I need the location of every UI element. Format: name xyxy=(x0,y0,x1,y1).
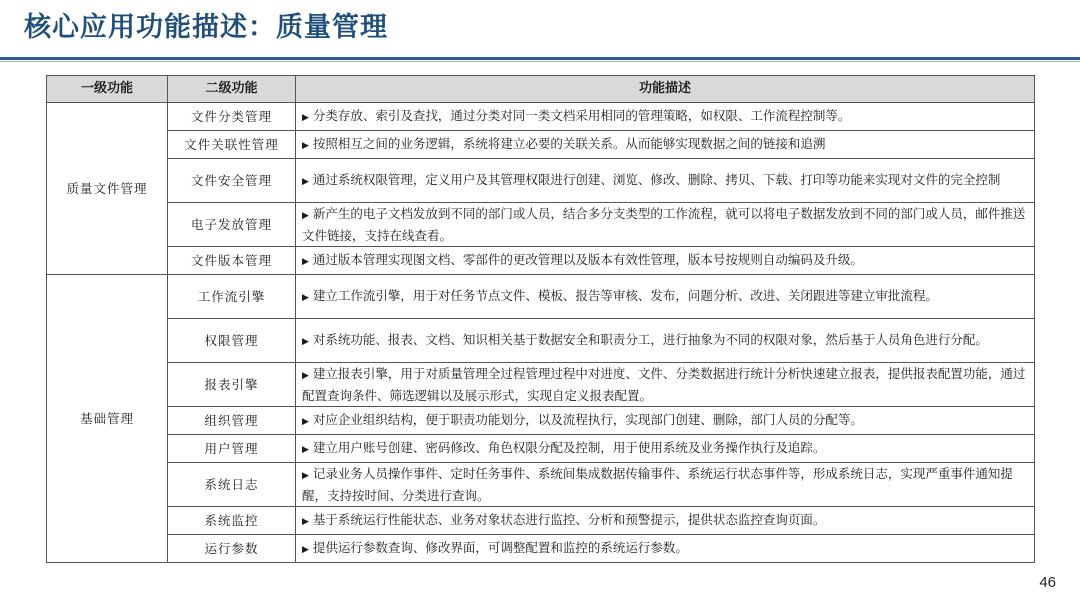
page-title: 核心应用功能描述：质量管理 xyxy=(24,12,388,43)
sub-function: 文件分类管理 xyxy=(168,103,296,131)
sub-function: 文件安全管理 xyxy=(168,159,296,203)
sub-function: 系统日志 xyxy=(168,463,296,507)
bullet-icon: ▶ xyxy=(302,370,309,381)
sub-function: 权限管理 xyxy=(168,319,296,363)
sub-function: 系统监控 xyxy=(168,507,296,535)
table-row xyxy=(47,319,1035,363)
table-row xyxy=(47,131,1035,159)
function-description: ▶ 提供运行参数查询、修改界面，可调整配置和监控的系统运行参数。 xyxy=(296,535,1035,563)
sub-function: 组织管理 xyxy=(168,407,296,435)
sub-function: 文件版本管理 xyxy=(168,247,296,275)
table-row xyxy=(47,407,1035,435)
function-description: ▶ 建立报表引擎，用于对质量管理全过程管理过程中对进度、文件、分类数据进行统计分析快速建立报表，提供报表配置功能，通过配置查询条件、筛选逻辑以及展示形式，实现自定义报表配置。 xyxy=(296,363,1035,407)
header-description: 功能描述 xyxy=(296,76,1035,103)
function-description: ▶ 分类存放、索引及查找，通过分类对同一类文档采用相同的管理策略，如权限、工作流程控制等。 xyxy=(296,103,1035,131)
table-row xyxy=(47,435,1035,463)
table-header-row xyxy=(47,76,1035,103)
sub-function: 用户管理 xyxy=(168,435,296,463)
table-row xyxy=(47,203,1035,247)
table-row xyxy=(47,159,1035,203)
bullet-icon: ▶ xyxy=(302,112,309,123)
group-label: 质量文件管理 xyxy=(47,103,168,275)
bullet-icon: ▶ xyxy=(302,516,309,527)
bullet-icon: ▶ xyxy=(302,336,309,347)
function-description: ▶ 对应企业组织结构，便于职责功能划分，以及流程执行，实现部门创建、删除，部门人员的分配等。 xyxy=(296,407,1035,435)
group-label: 基础管理 xyxy=(47,275,168,563)
title-divider xyxy=(0,57,1080,60)
table-row xyxy=(47,247,1035,275)
bullet-icon: ▶ xyxy=(302,176,309,187)
function-description: ▶ 对系统功能、报表、文档、知识相关基于数据安全和职责分工，进行抽象为不同的权限对象，然后基于人员角色进行分配。 xyxy=(296,319,1035,363)
sub-function: 运行参数 xyxy=(168,535,296,563)
bullet-icon: ▶ xyxy=(302,470,309,481)
table-row xyxy=(47,535,1035,563)
sub-function: 工作流引擎 xyxy=(168,275,296,319)
bullet-icon: ▶ xyxy=(302,416,309,427)
table-row xyxy=(47,103,1035,131)
sub-function: 文件关联性管理 xyxy=(168,131,296,159)
header-level1: 一级功能 xyxy=(47,76,168,103)
function-description: ▶ 建立工作流引擎，用于对任务节点文件、模板、报告等审核、发布，问题分析、改进、关闭跟进等建立审批流程。 xyxy=(296,275,1035,319)
function-description: ▶ 新产生的电子文档发放到不同的部门或人员，结合多分支类型的工作流程，就可以将电子数据发放到不同的部门或人员，邮件推送文件链接，支持在线查看。 xyxy=(296,203,1035,247)
table-row xyxy=(47,463,1035,507)
bullet-icon: ▶ xyxy=(302,140,309,151)
function-description: ▶ 通过系统权限管理，定义用户及其管理权限进行创建、浏览、修改、删除、拷贝、下载、打印等功能来实现对文件的完全控制 xyxy=(296,159,1035,203)
sub-function: 报表引擎 xyxy=(168,363,296,407)
header-level2: 二级功能 xyxy=(168,76,296,103)
page-number: 46 xyxy=(1039,574,1056,591)
table-row xyxy=(47,507,1035,535)
table-row xyxy=(47,363,1035,407)
function-description: ▶ 建立用户账号创建、密码修改、角色权限分配及控制，用于使用系统及业务操作执行及追踪。 xyxy=(296,435,1035,463)
bullet-icon: ▶ xyxy=(302,256,309,267)
table-row xyxy=(47,275,1035,319)
function-description: ▶ 记录业务人员操作事件、定时任务事件、系统间集成数据传输事件、系统运行状态事件等，形成系统日志，实现严重事件通知提醒，支持按时间、分类进行查询。 xyxy=(296,463,1035,507)
bullet-icon: ▶ xyxy=(302,544,309,555)
function-description: ▶ 按照相互之间的业务逻辑，系统将建立必要的关联关系。从而能够实现数据之间的链接和追溯 xyxy=(296,131,1035,159)
function-table xyxy=(46,75,1035,563)
bullet-icon: ▶ xyxy=(302,292,309,303)
function-description: ▶ 通过版本管理实现图文档、零部件的更改管理以及版本有效性管理，版本号按规则自动编码及升级。 xyxy=(296,247,1035,275)
bullet-icon: ▶ xyxy=(302,210,309,221)
sub-function: 电子发放管理 xyxy=(168,203,296,247)
title-divider-thin xyxy=(0,61,1080,62)
bullet-icon: ▶ xyxy=(302,444,309,455)
function-description: ▶ 基于系统运行性能状态、业务对象状态进行监控、分析和预警提示，提供状态监控查询页面。 xyxy=(296,507,1035,535)
